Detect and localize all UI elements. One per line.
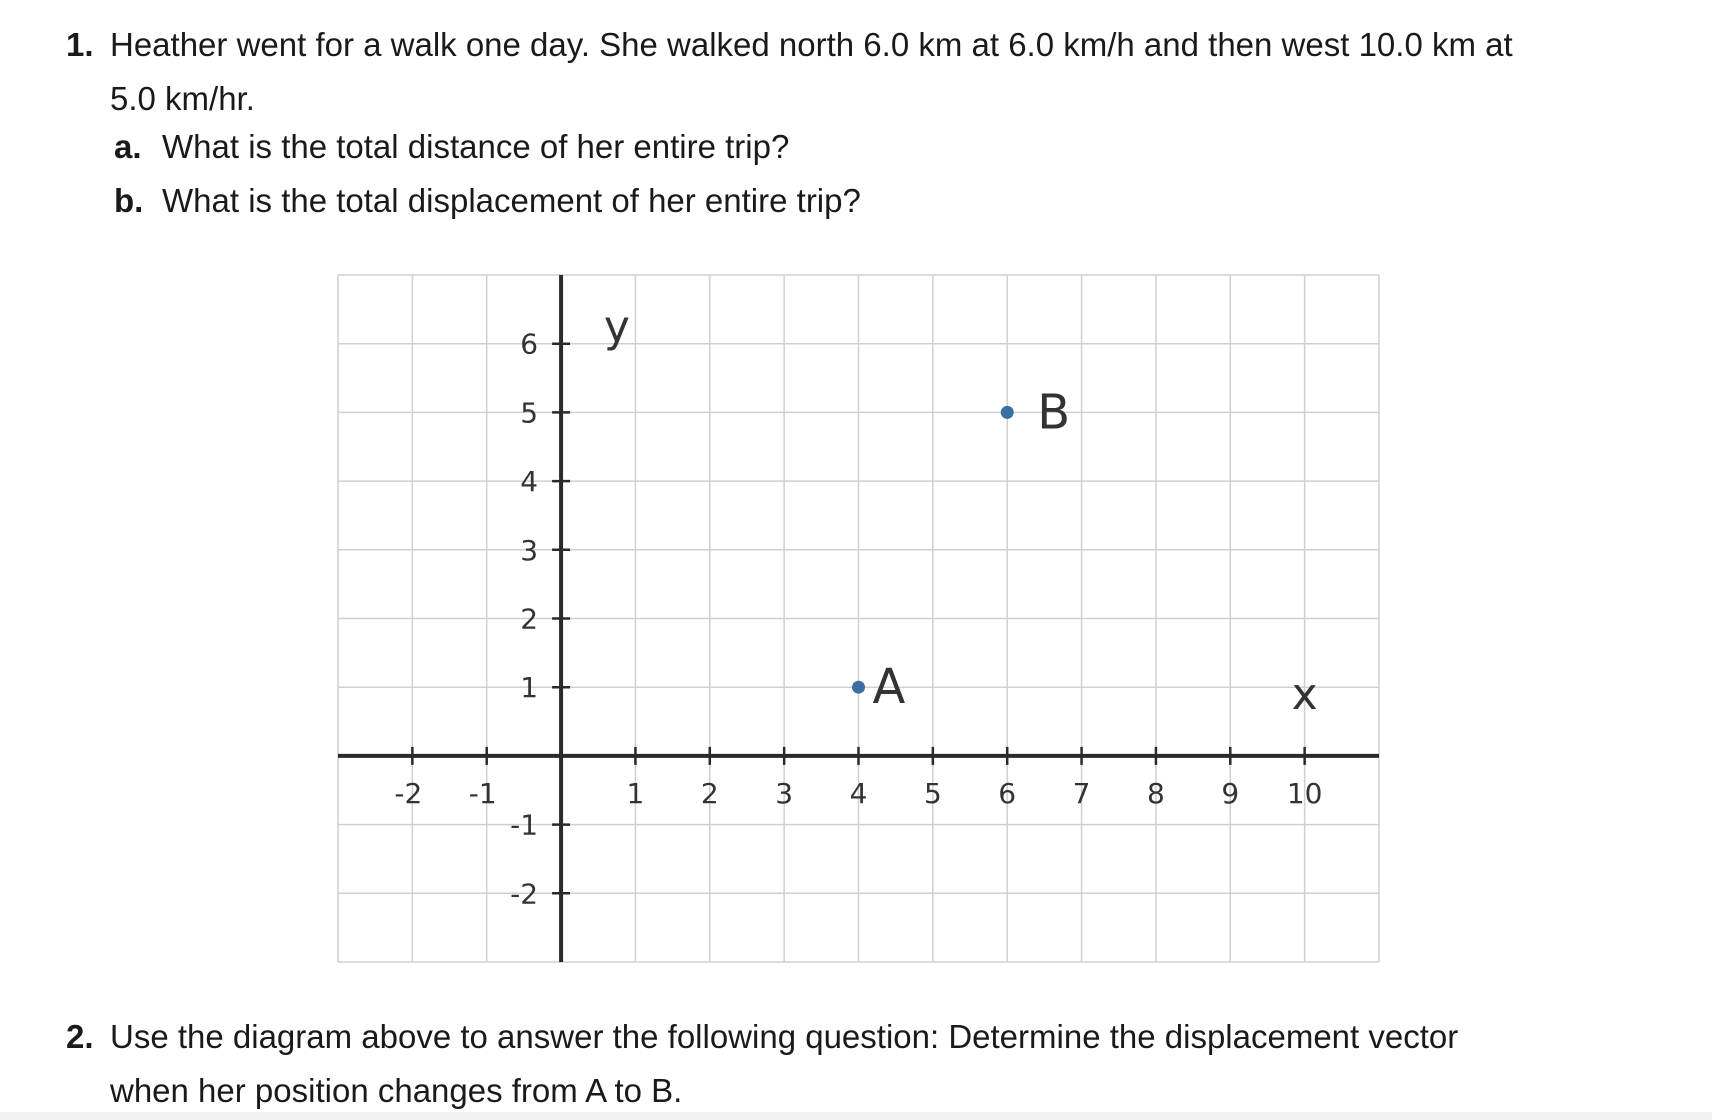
- y-tick-label: 5: [520, 396, 539, 430]
- question-2-number: 2.: [66, 1018, 94, 1055]
- y-tick-label: 3: [520, 533, 539, 567]
- point-label-a: A: [872, 659, 906, 716]
- x-tick-label: -2: [394, 776, 423, 810]
- x-tick-label: 10: [1286, 776, 1323, 810]
- x-tick-label: 8: [1147, 776, 1165, 810]
- question-1a-label: a.: [114, 128, 142, 165]
- x-tick-label: 2: [700, 776, 719, 810]
- y-tick-label: 6: [520, 327, 539, 361]
- x-tick-label: 6: [998, 776, 1017, 810]
- x-tick-label: 9: [1221, 776, 1240, 810]
- question-2: [66, 1010, 1666, 1118]
- point-b: [1001, 406, 1014, 419]
- point-label-b: B: [1037, 384, 1071, 441]
- x-tick-label: 3: [775, 776, 794, 810]
- y-tick-label: 2: [520, 602, 539, 636]
- y-axis-label: y: [603, 301, 630, 353]
- y-tick-label: -2: [510, 877, 539, 911]
- page-bottom-edge: [0, 1112, 1712, 1120]
- question-1-text-continued: 5.0 km/hr.: [110, 80, 255, 117]
- point-a: [852, 681, 865, 694]
- x-tick-label: -1: [468, 776, 497, 810]
- question-1-text: Heather went for a walk one day. She walked north 6.0 km at 6.0 km/h and then west 10.0 km at: [110, 26, 1513, 63]
- question-1a-text: What is the total distance of her entire trip?: [162, 128, 790, 165]
- y-tick-label: -1: [510, 808, 539, 842]
- x-tick-label: 7: [1072, 776, 1091, 810]
- x-tick-label: 4: [849, 776, 868, 810]
- x-tick-label: 5: [923, 776, 942, 810]
- question-2-line-1: [66, 1010, 1666, 1064]
- question-2-text-continued: when her position changes from A to B.: [110, 1072, 683, 1109]
- question-1b-text: What is the total displacement of her entire trip?: [162, 182, 861, 219]
- x-axis-label: x: [1291, 669, 1318, 721]
- question-1b-label: b.: [114, 182, 144, 219]
- question-2-text: Use the diagram above to answer the following question: Determine the displacement vector: [110, 1018, 1459, 1055]
- question-1-number: 1.: [66, 26, 94, 63]
- x-tick-label: 1: [626, 776, 645, 810]
- y-tick-label: 4: [520, 465, 539, 499]
- y-tick-label: 1: [520, 671, 539, 705]
- question-2-line-2: [66, 1064, 1666, 1118]
